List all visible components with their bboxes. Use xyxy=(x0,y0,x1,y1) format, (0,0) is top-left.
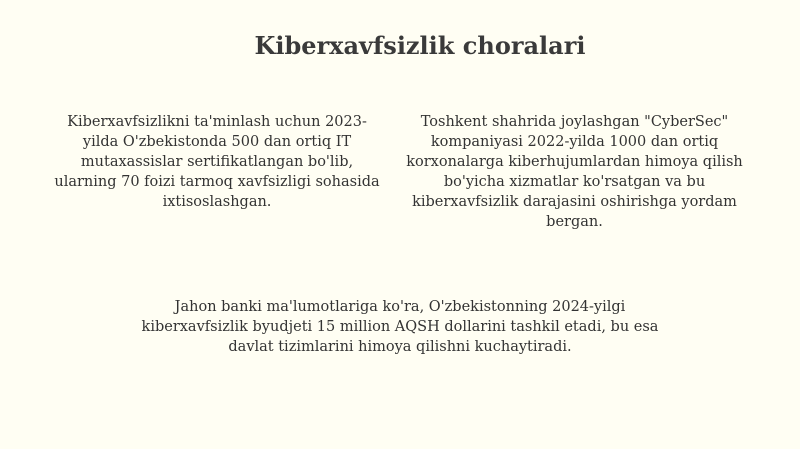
slide-title: Kiberxavfsizlik choralari xyxy=(254,31,586,60)
paragraph-budget: Jahon banki ma'lumotlariga ko'ra, O'zbekistonning 2024-yilgi kiberxavfsizlik byudjeti 15 million AQSH dollarini tashkil etadi, bu esa davlat tizimlarini himoya qilishni kuchaytiradi. xyxy=(141,299,659,355)
paragraph-cybersec-company: Toshkent shahrida joylashgan "CyberSec" kompaniyasi 2022-yilda 1000 dan ortiq korxonalarga kiberhujumlardan himoya qilish bo'yicha xizmatlar ko'rsatgan va bu kiberxavfsizlik darajasini oshirishga yordam bergan. xyxy=(406,114,743,230)
paragraph-it-specialists: Kiberxavfsizlikni ta'minlash uchun 2023-yilda O'zbekistonda 500 dan ortiq IT mutaxassislar sertifikatlangan bo'lib, ularning 70 foizi tarmoq xavfsizligi sohasida ixtisoslashgan. xyxy=(54,114,380,210)
